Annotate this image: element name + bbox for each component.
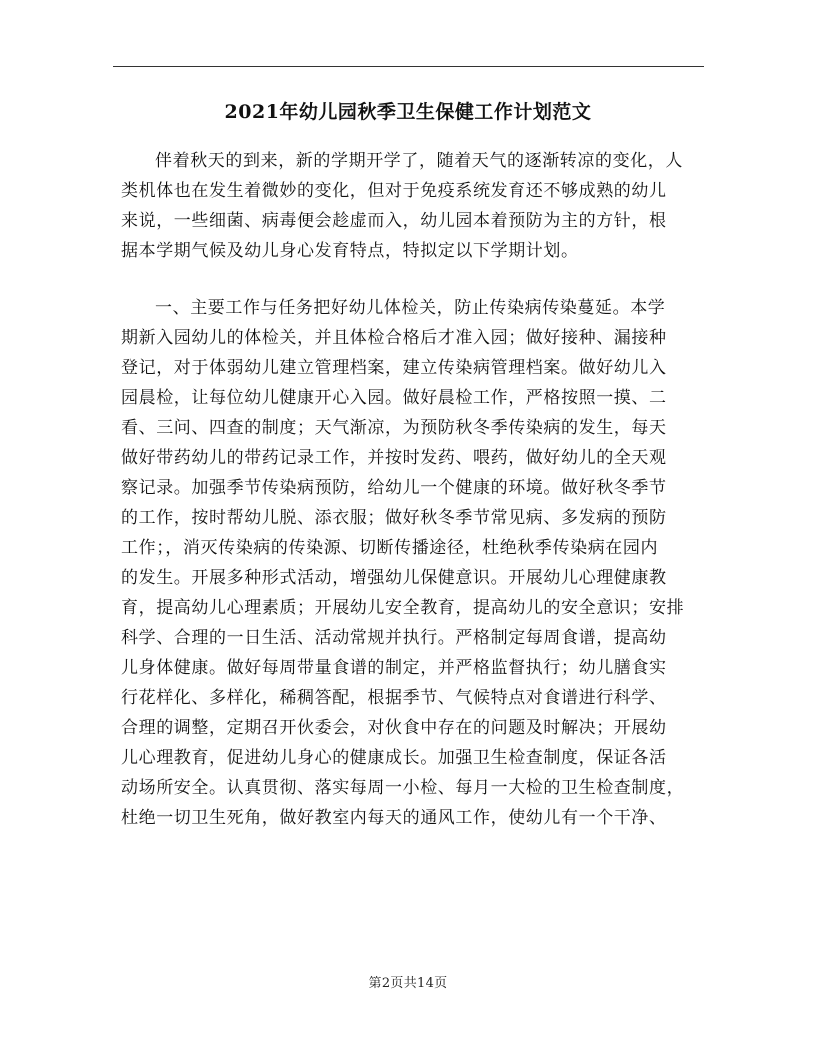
text-line: 工作；，消灭传染病的传染源、切断传播途径，杜绝秋季传染病在园内 [121,538,659,558]
text-line: 期新入园幼儿的体检关，并且体检合格后才准入园；做好接种、漏接种 [121,328,667,348]
text-line: 察记录。加强季节传染病预防，给幼儿一个健康的环境。做好秋冬季节 [121,478,667,498]
text-line: 看、三问、四查的制度；天气渐凉，为预防秋冬季传染病的发生，每天 [121,418,667,438]
paragraph-spacer [121,266,706,293]
paragraph-intro [121,146,706,266]
text-line: 做好带药幼儿的带药记录工作，并按时发药、喂药，做好幼儿的全天观 [121,448,667,468]
page-number: 第2页共14页 [368,976,448,991]
header-rule [113,66,704,67]
text-line: 儿身体健康。做好每周带量食谱的制定，并严格监督执行；幼儿膳食实 [121,658,667,678]
document-body [121,146,706,833]
text-line: 类机体也在发生着微妙的变化，但对于免疫系统发育还不够成熟的幼儿 [121,181,667,201]
paragraph-main-tasks [121,293,706,833]
text-line: 的工作，按时帮幼儿脱、添衣服；做好秋冬季节常见病、多发病的预防 [121,508,667,528]
text-line: 伴着秋天的到来，新的学期开学了，随着天气的逐渐转凉的变化，人 [155,151,683,171]
text-line: 育，提高幼儿心理素质；开展幼儿安全教育，提高幼儿的安全意识；安排 [121,598,685,618]
text-line: 杜绝一切卫生死角，做好教室内每天的通风工作，使幼儿有一个干净、 [121,808,667,828]
text-line: 儿心理教育，促进幼儿身心的健康成长。加强卫生检查制度，保证各活 [121,748,667,768]
text-line: 园晨检，让每位幼儿健康开心入园。做好晨检工作，严格按照一摸、二 [121,388,667,408]
document-title: 2021年幼儿园秋季卫生保健工作计划范文 [224,101,592,123]
text-line: 一、主要工作与任务把好幼儿体检关，防止传染病传染蔓延。本学 [155,298,666,318]
text-line: 合理的调整，定期召开伙委会，对伙食中存在的问题及时解决；开展幼 [121,718,667,738]
text-line: 据本学期气候及幼儿身心发育特点，特拟定以下学期计划。 [121,241,579,261]
text-line: 科学、合理的一日生活、活动常规并执行。严格制定每周食谱，提高幼 [121,628,667,648]
text-line: 行花样化、多样化，稀稠答配，根据季节、气候特点对食谱进行科学、 [121,688,667,708]
text-line: 登记，对于体弱幼儿建立管理档案，建立传染病管理档案。做好幼儿入 [121,358,667,378]
text-line: 动场所安全。认真贯彻、落实每周一小检、每月一大检的卫生检查制度， [121,778,685,798]
text-line: 的发生。开展多种形式活动，增强幼儿保健意识。开展幼儿心理健康教 [121,568,667,588]
text-line: 来说，一些细菌、病毒便会趁虚而入，幼儿园本着预防为主的方针，根 [121,211,667,231]
